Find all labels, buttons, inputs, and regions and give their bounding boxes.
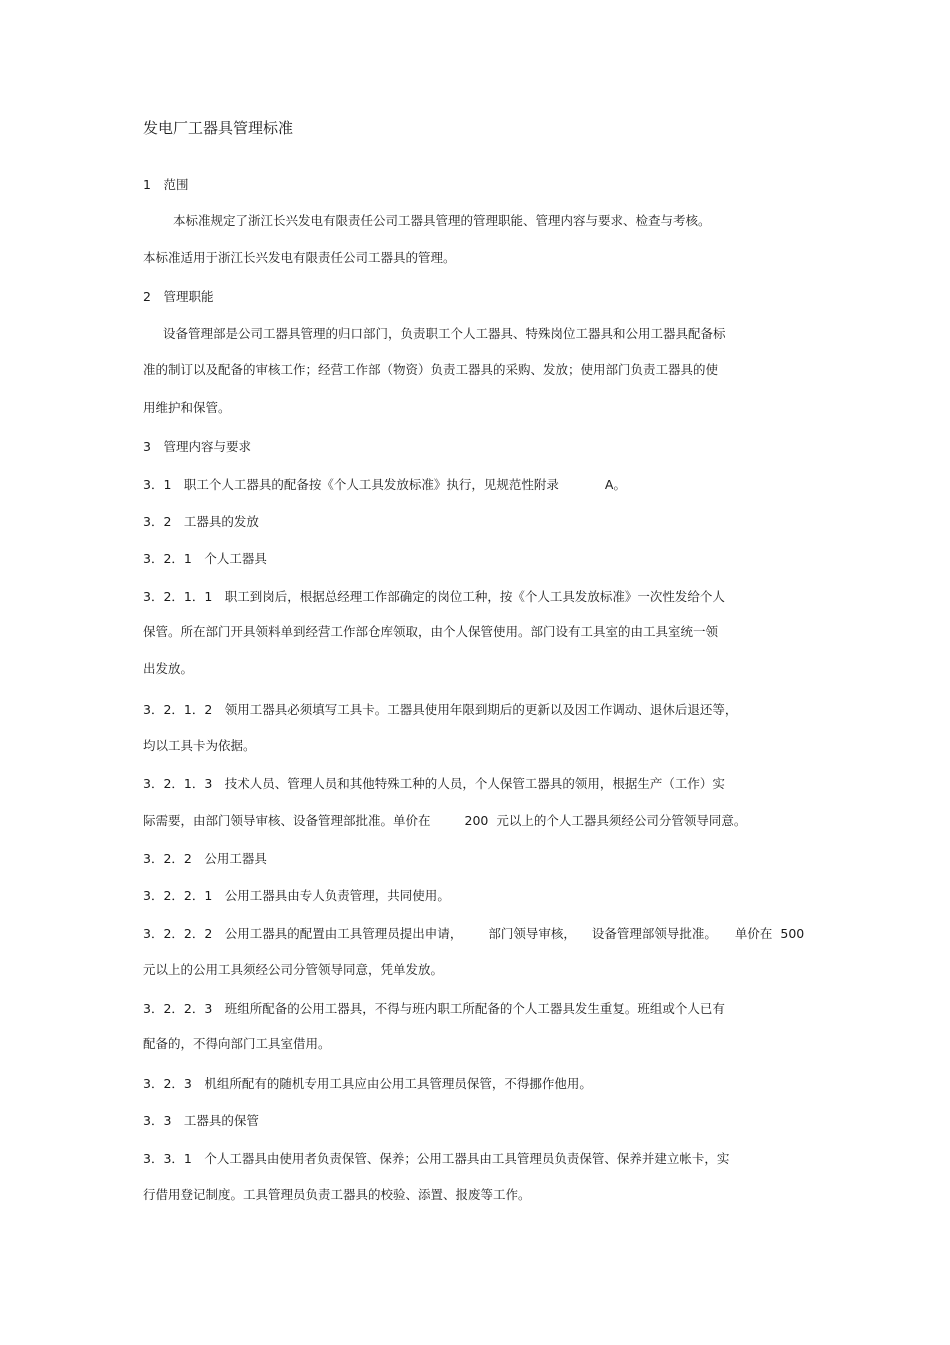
clause-3-3-1-line-2: 行借用登记制度。工具管理员负责工器具的校验、添置、报废等工作。	[143, 1187, 531, 1202]
clause-3-2-2-2-price: 500	[780, 926, 805, 941]
clause-3-2-1-2-line-2: 均以工具卡为依据。	[143, 738, 256, 753]
section-2-heading: 2 管理职能	[143, 289, 214, 304]
clause-3-1	[143, 477, 626, 493]
section-2-paragraph-line-1: 设备管理部是公司工器具管理的归口部门，负责职工个人工器具、特殊岗位工器具和公用工器具配备标	[163, 326, 726, 341]
clause-3-2-1-3-line-1: 3．2．1．3 技术人员、管理人员和其他特殊工种的人员，个人保管工器具的领用，根据生产（工作）实	[143, 776, 725, 791]
clause-3-2-2-3-line-2: 配备的，不得向部门工具室借用。	[143, 1036, 331, 1051]
clause-3-2-1-3-text-b: 元以上的个人工器具须经公司分管领导同意。	[496, 813, 747, 828]
clause-3-2-2-3-line-1: 3．2．2．3 班组所配备的公用工器具，不得与班内职工所配备的个人工器具发生重复。班组或个人已有	[143, 1001, 725, 1016]
clause-3-1-text: 3．1 职工个人工器具的配备按《个人工具发放标准》执行，见规范性附录	[143, 477, 559, 492]
clause-3-2-2-2-text-d: 单价在	[734, 926, 773, 941]
clause-3-2-2-2-text-a: 3．2．2．2 公用工器具的配置由工具管理员提出申请，	[143, 926, 463, 941]
clause-3-2-3: 3．2．3 机组所配有的随机专用工具应由公用工具管理员保管，不得挪作他用。	[143, 1076, 592, 1091]
clause-3-3-1-line-1: 3．3．1 个人工器具由使用者负责保管、保养；公用工器具由工具管理员负责保管、保养并建立帐卡，实	[143, 1151, 730, 1166]
section-1-paragraph-scope: 本标准规定了浙江长兴发电有限责任公司工器具管理的管理职能、管理内容与要求、检查与考核。	[173, 213, 711, 228]
clause-3-2-1-heading: 3．2．1 个人工器具	[143, 551, 267, 566]
clause-3-2-1-1-line-1: 3．2．1．1 职工到岗后，根据总经理工作部确定的岗位工种，按《个人工具发放标准》一次性发给个人	[143, 589, 725, 604]
clause-3-1-appendix: A。	[604, 477, 626, 492]
clause-3-2-1-3-line-2	[143, 813, 746, 829]
clause-3-2-1-1-line-2: 保管。所在部门开具领料单到经营工作部仓库领取，由个人保管使用。部门设有工具室的由工具室统一领	[143, 624, 719, 639]
clause-3-2-2-2-line-2: 元以上的公用工具须经公司分管领导同意，凭单发放。	[143, 962, 444, 977]
section-1-paragraph-applicability: 本标准适用于浙江长兴发电有限责任公司工器具的管理。	[143, 250, 456, 265]
clause-3-2-1-3-text-a: 际需要，由部门领导审核、设备管理部批准。单价在	[143, 813, 431, 828]
section-2-paragraph-line-3: 用维护和保管。	[143, 400, 231, 415]
section-1-heading: 1 范围	[143, 177, 189, 192]
document-title: 发电厂工器具管理标准	[143, 119, 294, 137]
clause-3-2-1-1-line-3: 出发放。	[143, 661, 194, 676]
clause-3-2-1-3-price: 200	[464, 813, 489, 828]
clause-3-2-heading: 3．2 工器具的发放	[143, 514, 259, 529]
clause-3-2-2-2-line-1	[143, 926, 804, 942]
section-3-heading: 3 管理内容与要求	[143, 439, 251, 454]
clause-3-2-1-2-line-1: 3．2．1．2 领用工器具必须填写工具卡。工器具使用年限到期后的更新以及因工作调动、退休后退还等，	[143, 702, 738, 717]
section-2-paragraph-line-2: 准的制订以及配备的审核工作；经营工作部（物资）负责工器具的采购、发放；使用部门负责工器具的使	[143, 362, 719, 377]
clause-3-2-2-1: 3．2．2．1 公用工器具由专人负责管理，共同使用。	[143, 888, 450, 903]
clause-3-2-2-2-text-c: 设备管理部领导批准。	[591, 926, 717, 941]
clause-3-2-2-heading: 3．2．2 公用工器具	[143, 851, 267, 866]
clause-3-3-heading: 3．3 工器具的保管	[143, 1113, 259, 1128]
clause-3-2-2-2-text-b: 部门领导审核，	[488, 926, 576, 941]
